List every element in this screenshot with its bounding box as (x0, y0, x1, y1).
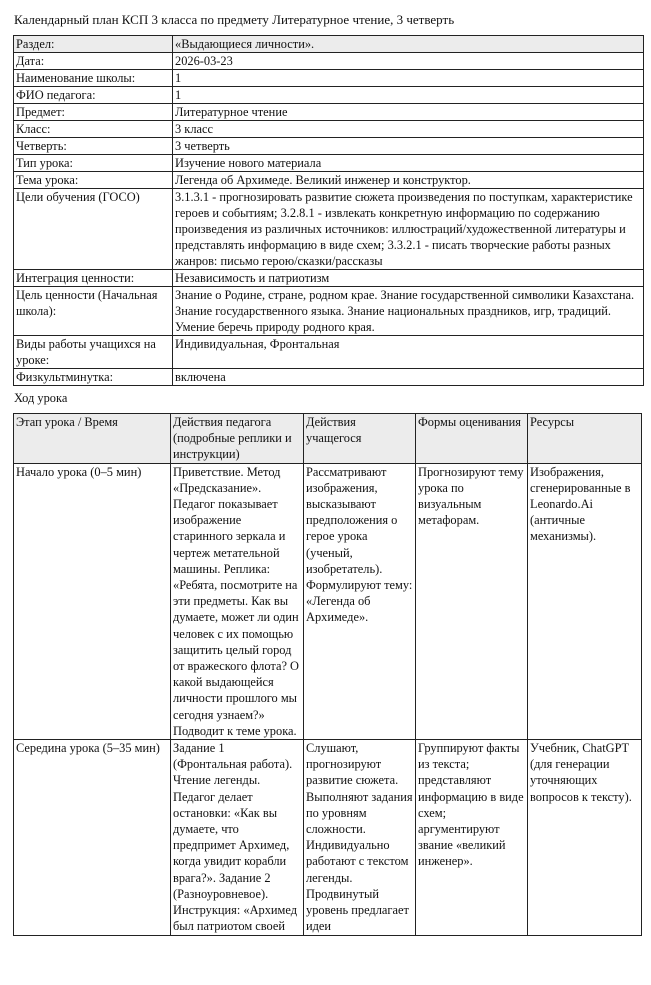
meta-label: Класс: (14, 121, 173, 138)
meta-label: Четверть: (14, 138, 173, 155)
meta-row (14, 70, 644, 87)
meta-label: Цели обучения (ГОСО) (14, 189, 173, 270)
meta-label: ФИО педагога: (14, 87, 173, 104)
plan-header-assessment: Формы оценивания (416, 414, 528, 464)
meta-label: Дата: (14, 53, 173, 70)
meta-value: Литературное чтение (173, 104, 644, 121)
plan-header-resources: Ресурсы (528, 414, 642, 464)
meta-row (14, 87, 644, 104)
lesson-plan-table (13, 413, 642, 936)
plan-cell-teacher: Задание 1 (Фронтальная работа). Чтение легенды. Педагог делает остановки: «Как вы думаете, что предпримет Архимед, когда увидит корабли врага?». Задание 2 (Разноуровневое). Инструкция: «Архимед был патриотом своей (171, 740, 304, 935)
plan-header-teacher: Действия педагога (подробные реплики и инструкции) (171, 414, 304, 464)
plan-cell-resources: Учебник, ChatGPT (для генерации уточняющих вопросов к тексту). (528, 740, 642, 935)
plan-cell-student: Рассматривают изображения, высказывают предположения о герое урока (ученый, изобретатель). Формулируют тему: «Легенда об Архимеде». (304, 463, 416, 739)
meta-value: Изучение нового материала (173, 155, 644, 172)
meta-row (14, 287, 644, 336)
plan-cell-assessment: Группируют факты из текста; представляют информацию в виде схем; аргументируют звание «великий инженер». (416, 740, 528, 935)
plan-cell-teacher: Приветствие. Метод «Предсказание». Педагог показывает изображение старинного зеркала и чертеж метательной машины. Реплика: «Ребята, посмотрите на эти предметы. Как вы думаете, может ли один человек с их помощью защитить целый город от вражеского флота? О какой выдающейся личности прошлого мы сегодня узнаем?» Подводит к теме урока. (171, 463, 304, 739)
meta-value: 2026-03-23 (173, 53, 644, 70)
meta-row (14, 336, 644, 369)
plan-header-stage: Этап урока / Время (14, 414, 171, 464)
meta-value: 3.1.3.1 - прогнозировать развитие сюжета произведения по поступкам, характеристике героев и событиям; 3.2.8.1 - извлекать конкретную информацию по содержанию произведения из различных источников: иллюстраций/художественной литературы и представлять информацию в виде схем; 3.3.2.1 - писать творческие работы разных жанров: письмо герою/сказки/рассказы (173, 189, 644, 270)
meta-row (14, 155, 644, 172)
meta-row (14, 270, 644, 287)
meta-value: включена (173, 369, 644, 386)
plan-header-row (14, 414, 642, 464)
meta-row (14, 138, 644, 155)
meta-label: Виды работы учащихся на уроке: (14, 336, 173, 369)
meta-value: 3 класс (173, 121, 644, 138)
meta-row (14, 369, 644, 386)
meta-label: Наименование школы: (14, 70, 173, 87)
meta-row (14, 121, 644, 138)
meta-row (14, 36, 644, 53)
meta-row (14, 189, 644, 270)
meta-row (14, 172, 644, 189)
meta-value: «Выдающиеся личности». (173, 36, 644, 53)
meta-label: Тип урока: (14, 155, 173, 172)
meta-value: Легенда об Архимеде. Великий инженер и конструктор. (173, 172, 644, 189)
meta-label: Физкультминутка: (14, 369, 173, 386)
plan-cell-resources: Изображения, сгенерированные в Leonardo.Ai (античные механизмы). (528, 463, 642, 739)
plan-cell-student: Слушают, прогнозируют развитие сюжета. Выполняют задания по уровням сложности. Индивидуально работают с текстом легенды. Продвинутый уровень предлагает идеи (304, 740, 416, 935)
plan-header-student: Действия учащегося (304, 414, 416, 464)
meta-value: 1 (173, 70, 644, 87)
meta-value: 1 (173, 87, 644, 104)
meta-value: Независимость и патриотизм (173, 270, 644, 287)
lesson-meta-table (13, 35, 644, 386)
plan-cell-assessment: Прогнозируют тему урока по визуальным метафорам. (416, 463, 528, 739)
meta-label: Интеграция ценности: (14, 270, 173, 287)
meta-label: Цель ценности (Начальная школа): (14, 287, 173, 336)
meta-row (14, 104, 644, 121)
plan-row (14, 463, 642, 739)
meta-label: Предмет: (14, 104, 173, 121)
meta-row (14, 53, 644, 70)
plan-cell-stage: Середина урока (5–35 мин) (14, 740, 171, 935)
meta-label: Тема урока: (14, 172, 173, 189)
meta-value: 3 четверть (173, 138, 644, 155)
plan-cell-stage: Начало урока (0–5 мин) (14, 463, 171, 739)
meta-value: Индивидуальная, Фронтальная (173, 336, 644, 369)
plan-row (14, 740, 642, 935)
meta-label: Раздел: (14, 36, 173, 53)
document-title: Календарный план КСП 3 класса по предмету Литературное чтение, 3 четверть (14, 12, 455, 27)
meta-value: Знание о Родине, стране, родном крае. Знание государственной символики Казахстана. Знание государственного языка. Знание национальных праздников, игр, традиций. Умение беречь природу родного края. (173, 287, 644, 336)
lesson-plan-heading: Ход урока (14, 391, 68, 405)
